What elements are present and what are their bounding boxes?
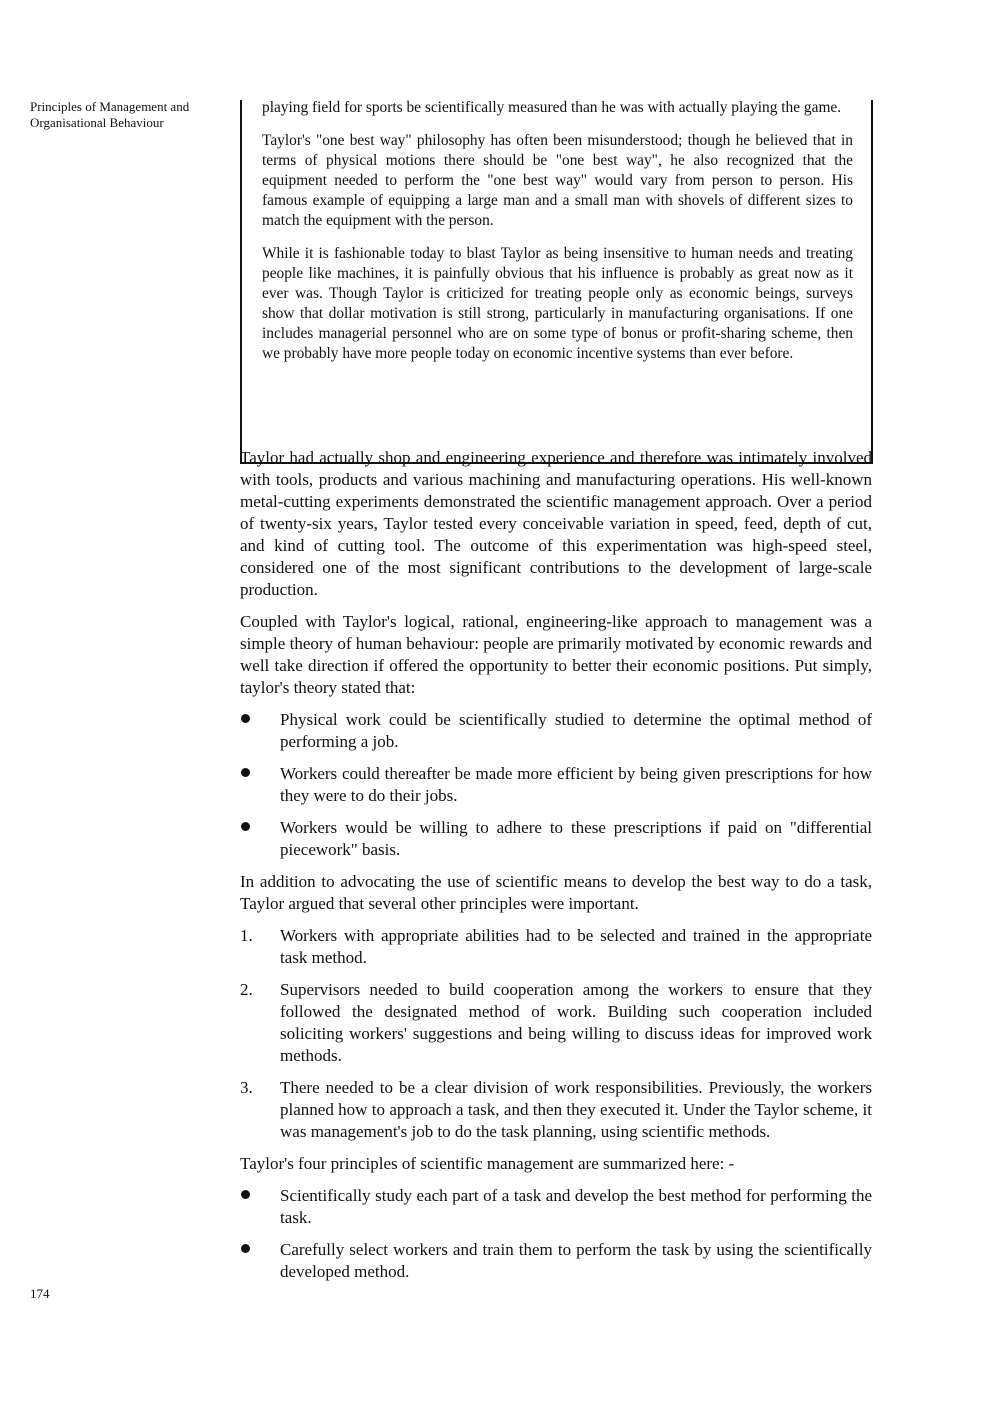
bullet-item: Carefully select workers and train them to perform the task by using the scientifically developed method. — [240, 1239, 872, 1283]
bullet-icon — [241, 1244, 250, 1253]
paragraph: Coupled with Taylor's logical, rational, engineering-like approach to management was a simple theory of human behaviour: people are primarily motivated by economic rewards and well take direction if offered the opportunity to better their economic positions. Put simply, taylor's theory stated that: — [240, 612, 872, 697]
box-paragraph: playing field for sports be scientifically measured than he was with actually playing the game. — [262, 99, 842, 116]
page-number: 174 — [30, 1286, 50, 1301]
bullet-icon — [241, 768, 250, 777]
boxed-excerpt — [240, 100, 873, 464]
box-paragraph: While it is fashionable today to blast Taylor as being insensitive to human needs and treating people like machines, it is painfully obvious that his influence is probably as great now as it ever was. Though Taylor is criticized for treating people only as economic beings, surveys show that dollar motivation is still strong, particularly in manufacturing organisations. If one includes managerial personnel who are on some type of bonus or profit-sharing scheme, then we probably have more people today on economic incentive systems than ever before. — [262, 245, 853, 362]
bullet-item: Workers could thereafter be made more efficient by being given prescriptions for how they were to do their jobs. — [240, 763, 872, 807]
bullet-icon — [241, 1190, 250, 1199]
bullet-item: Workers would be willing to adhere to these prescriptions if paid on "differential piecework" basis. — [240, 817, 872, 861]
bullet-item: Physical work could be scientifically studied to determine the optimal method of performing a job. — [240, 709, 872, 753]
paragraph: In addition to advocating the use of scientific means to develop the best way to do a task, Taylor argued that several other principles were important. — [240, 872, 872, 913]
bullet-icon — [241, 714, 250, 723]
paragraph: Taylor had actually shop and engineering experience and therefore was intimately involved with tools, products and various machining and manufacturing operations. His well-known metal-cutting experiments demonstrated the scientific management approach. Over a period of twenty-six years, Taylor tested every conceivable variation in speed, feed, depth of cut, and kind of cutting tool. The outcome of this experimentation was high-speed steel, considered one of the most significant contributions to the development of large-scale production. — [240, 448, 872, 599]
numbered-item: 2. Supervisors needed to build cooperation among the workers to ensure that they followed the designated method of work. Building such cooperation included soliciting workers' suggestions and being willing to discuss ideas for improved work methods. — [240, 980, 872, 1065]
numbered-item: 3. There needed to be a clear division of work responsibilities. Previously, the workers planned how to approach a task, and then they executed it. Under the Taylor scheme, it was management's job to do the task planning, using scientific methods. — [240, 1078, 872, 1141]
main-body — [240, 447, 872, 1293]
bullet-item: Scientifically study each part of a task and develop the best method for performing the task. — [240, 1185, 872, 1229]
bullet-icon — [241, 822, 250, 831]
box-paragraph: Taylor's "one best way" philosophy has often been misunderstood; though he believed that in terms of physical motions there should be "one best way", he also recognized that the equipment needed to perform the "one best way" would vary from person to person. His famous example of equipping a large man and a small man with shovels of different sizes to match the equipment with the person. — [262, 132, 853, 229]
paragraph: Taylor's four principles of scientific management are summarized here: - — [240, 1154, 735, 1173]
numbered-item: 1. Workers with appropriate abilities had to be selected and trained in the appropriate task method. — [240, 926, 872, 967]
running-header: Principles of Management and Organisational Behaviour — [30, 99, 190, 130]
